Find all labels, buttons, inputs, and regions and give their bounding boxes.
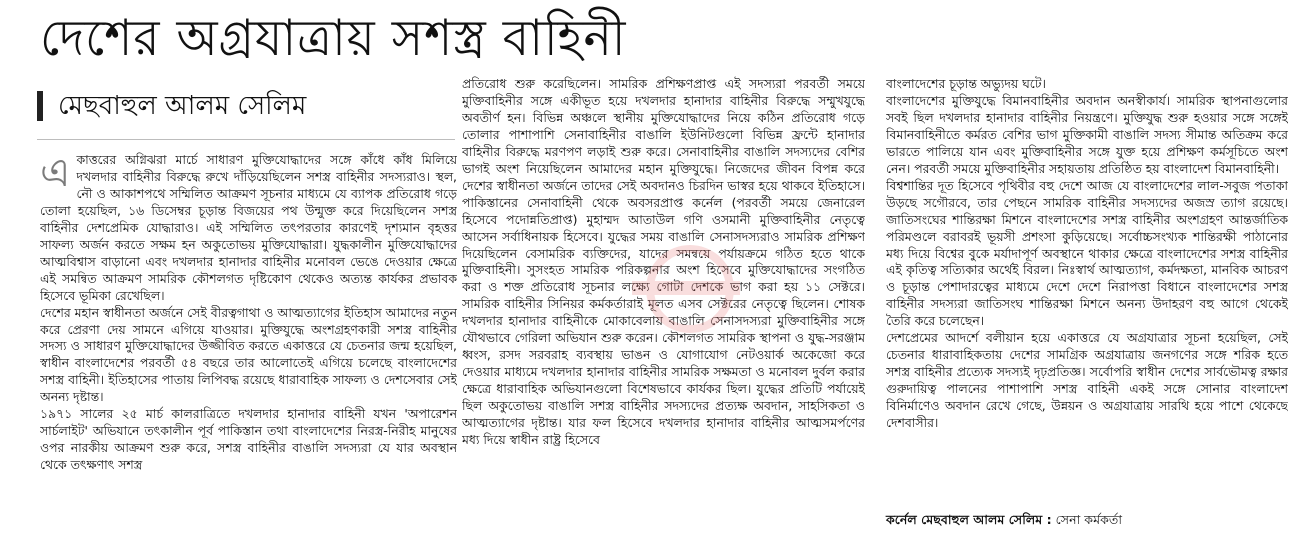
drop-cap: এ — [40, 152, 71, 196]
paragraph — [40, 152, 457, 305]
article-column-1 — [40, 152, 457, 548]
article-column-3 — [886, 76, 1288, 496]
article-byline: মেছবাহুল আলম সেলিম — [58, 91, 307, 121]
paragraph: বাংলাদেশের চূড়ান্ত অভ্যুদয় ঘটে। — [886, 76, 1046, 91]
byline-divider — [37, 139, 455, 140]
paragraph: দেশের মহান স্বাধীনতা অর্জনে সেই বীরত্বগাথা ও আত্মত্যাগের ইতিহাস আমাদের নতুন করে প্রেরণা দেয় সামনে এগিয়ে যাওয়ার। মুক্তিযুদ্ধে অংশগ্রহণকারী সশস্ত্র বাহিনীর সদস্য ও সাধারণ মুক্তিযোদ্ধাদের উজ্জীবিত করতে একাত্তরে যে চেতনার জন্ম হয়েছিল, স্বাধীন বাংলাদেশের পরবর্তী ৫৪ বছরে তার আলোতেই এগিয়ে চলেছে বাংলাদেশের সশস্ত্র বাহিনী। ইতিহাসের পাতায় লিপিবদ্ধ রয়েছে ধারাবাহিক সাফল্য ও দেশসেবার সেই অনন্য দৃষ্টান্ত। — [40, 304, 457, 405]
article-headline: দেশের অগ্রযাত্রায় সশস্ত্র বাহিনী — [40, 9, 627, 67]
paragraph: বাংলাদেশের মুক্তিযুদ্ধে বিমানবাহিনীর অবদান অনস্বীকার্য। সামরিক স্থাপনাগুলোর সবই ছিল দখলদার হানাদার বাহিনীর নিয়ন্ত্রণে। মুক্তিযুদ্ধ শুরু হওয়ার সঙ্গে সঙ্গেই বিমানবাহিনীতে কর্মরত বেশির ভাগ মুক্তিকামী বাঙালি সদস্য সীমান্ত অতিক্রম করে ভারতে পালিয়ে যান এবং মুক্তিবাহিনীর সঙ্গে যুক্ত হয়ে প্রশিক্ষণ কর্মসূচিতে অংশ নেন। পরবর্তী সময়ে মুক্তিবাহিনীর সহায়তায় প্রতিষ্ঠিত হয় বাংলাদেশ বিমানবাহিনী। — [886, 92, 1288, 176]
author-signature — [886, 510, 1288, 530]
signature-name: কর্নেল মেছবাহুল আলম সেলিম : — [886, 512, 1052, 527]
paragraph: প্রতিরোধ শুরু করেছিলেন। সামরিক প্রশিক্ষণপ্রাপ্ত এই সদস্যরা পরবর্তী সময়ে মুক্তিবাহিনীর সঙ্গে একীভূত হয়ে দখলদার হানাদার বাহিনীর বিরুদ্ধে সম্মুখযুদ্ধে অবতীর্ণ হন। বিভিন্ন অঞ্চলে স্থানীয় মুক্তিযোদ্ধাদের নিয়ে কঠিন প্রতিরোধ গড়ে তোলার পাশাপাশি সেনাবাহিনীর বাঙালি ইউনিটগুলো বিভিন্ন ফ্রন্টে হানাদার বাহিনীর বিরুদ্ধে মরণপণ লড়াই শুরু করে। সেনাবাহিনীর বাঙালি সদস্যদের বেশির ভাগই অংশ নিয়েছিলেন আমাদের মহান মুক্তিযুদ্ধে। নিজেদের জীবন বিপন্ন করে দেশের স্বাধীনতা অর্জনে তাদের সেই অবদানও চিরদিন ভাস্বর হয়ে থাকবে ইতিহাসে। পাকিস্তানের সেনাবাহিনী থেকে অবসরপ্রাপ্ত কর্নেল (পরবর্তী সময়ে জেনারেল হিসেবে পদোন্নতিপ্রাপ্ত) মুহাম্মদ আতাউল গণি ওসমানী মুক্তিবাহিনীর নেতৃত্বে আসেন সর্বাধিনায়ক হিসেবে। যুদ্ধের সময় বাঙালি সেনাসদস্যরাও সামরিক প্রশিক্ষণ দিয়েছিলেন বেসামরিক ব্যক্তিদের, যাদের সমন্বয়ে পর্যায়ক্রমে গঠিত হতে থাকে মুক্তিবাহিনী। সুসংহত সামরিক পরিকল্পনার অংশ হিসেবে মুক্তিযোদ্ধাদের সংগঠিত করা ও শক্ত প্রতিরোধ সূচনার লক্ষ্যে গোটা দেশকে ভাগ করা হয় ১১ সেক্টরে। সামরিক বাহিনীর সিনিয়র কর্মকর্তারাই মূলত এসব সেক্টরের নেতৃত্বে ছিলেন। শোষক দখলদার হানাদার বাহিনীকে মোকাবেলায় বাঙালি সেনাসদস্যরা মুক্তিবাহিনীর সঙ্গে যৌথভাবে গেরিলা অভিযান শুরু করেন। কৌশলগত সামরিক স্থাপনা ও যুদ্ধ-সরঞ্জাম ধ্বংস, রসদ সরবরাহ ব্যবস্থায় ভাঙন ও যোগাযোগ নেটওয়ার্ক অকেজো করে দেওয়ার মাধ্যমে দখলদার হানাদার বাহিনীর সামরিক সক্ষমতা ও মনোবল দুর্বল করার ক্ষেত্রে ধারাবাহিক অভিযানগুলো বিশেষভাবে কার্যকর ছিল। যুদ্ধের প্রতিটি পর্যায়েই ছিল অকুতোভয় বাঙালি সশস্ত্র বাহিনীর সদস্যদের প্রত্যক্ষ অবদান, সাহসিকতা ও আত্মত্যাগের দৃষ্টান্ত। যার ফল হিসেবে দখলদার হানাদার বাহিনীর আত্মসমর্পণের মধ্য দিয়ে স্বাধীন রাষ্ট্র হিসেবে — [462, 76, 865, 448]
paragraph: দেশপ্রেমের আদর্শে বলীয়ান হয়ে একাত্তরে যে অগ্রযাত্রার সূচনা হয়েছিল, সেই চেতনার ধারাবাহিকতায় দেশের সামগ্রিক অগ্রযাত্রায় জনগণের সঙ্গে শরিক হতে সশস্ত্র বাহিনীর প্রত্যেক সদস্যই দৃঢ়প্রতিজ্ঞ। সর্বোপরি স্বাধীন দেশের সার্বভৌমত্ব রক্ষার গুরুদায়িত্ব পালনের পাশাপাশি সশস্ত্র বাহিনী একই সঙ্গে সোনার বাংলাদেশ বিনির্মাণেও অবদান রেখে গেছে, উন্নয়ন ও অগ্রযাত্রায় সারথি হয়ে পাশে থেকেছে দেশবাসীর। — [886, 330, 1288, 431]
paragraph: বিশ্বশান্তির দূত হিসেবে পৃথিবীর বহু দেশে আজ যে বাংলাদেশের লাল-সবুজ পতাকা উড়ছে সগৌরবে, তার পেছনে সামরিক বাহিনীর সদস্যদের অজস্র ত্যাগ রয়েছে। জাতিসংঘের শান্তিরক্ষা মিশনে বাংলাদেশের সশস্ত্র বাহিনীর অংশগ্রহণ আন্তর্জাতিক পরিমণ্ডলে বরাবরই ভূয়সী প্রশংসা কুড়িয়েছে। সর্বোচ্চসংখ্যক শান্তিরক্ষী পাঠানোর মধ্য দিয়ে বিশ্বের বুকে মর্যাদাপূর্ণ অবস্থানে থাকার ক্ষেত্রে বাংলাদেশের সশস্ত্র বাহিনীর এই কৃতিত্ব সত্যিকার অর্থেই বিরল। নিঃস্বার্থ আত্মত্যাগ, কর্মদক্ষতা, মানবিক আচরণ ও চূড়ান্ত পেশাদারত্বের মাধ্যমে দেশে দেশে নিরাপত্তা বিধানে বাংলাদেশের সশস্ত্র বাহিনীর সদস্যরা জাতিসংঘ শান্তিরক্ষা মিশনে অনন্য উদাহরণ বহু আগে থেকেই তৈরি করে চলেছেন। — [886, 177, 1288, 329]
article-column-2 — [462, 76, 865, 531]
paragraph-text: কাত্তরের অগ্নিঝরা মার্চে সাধারণ মুক্তিযোদ্ধাদের সঙ্গে কাঁধে কাঁধ মিলিয়ে দখলদার বাহিনীর বিরুদ্ধে রুখে দাঁড়িয়েছিলেন সশস্ত্র বাহিনীর সদস্যরাও। স্থল, নৌ ও আকাশপথে সম্মিলিত আক্রমণ সূচনার মাধ্যমে যে ব্যাপক প্রতিরোধ গড়ে তোলা হয়েছিল, ১৬ ডিসেম্বর চূড়ান্ত বিজয়ের পথ উন্মুক্ত করে দিয়েছিলেন সশস্ত্র বাহিনীর দেশপ্রেমিক যোদ্ধারাও। এই সম্মিলিত তৎপরতার কারণেই দৃশ্যমান বৃহত্তর সাফল্য অর্জন করতে সক্ষম হন অকুতোভয় মুক্তিযোদ্ধারা। যুদ্ধকালীন মুক্তিযোদ্ধাদের আত্মবিশ্বাস বাড়ানো এবং দখলদার হানাদার বাহিনীর মনোবল ভেঙে দেওয়ার ক্ষেত্রে এই সমন্বিত আক্রমণ সামরিক কৌশলগত দৃষ্টিকোণ থেকেও অত্যন্ত কার্যকর প্রভাবক হিসেবে ভূমিকা রেখেছিল। — [40, 152, 457, 303]
byline-marker-icon — [37, 91, 43, 121]
paragraph: ১৯৭১ সালের ২৫ মার্চ কালরাত্রিতে দখলদার হানাদার বাহিনী যখন 'অপারেশন সার্চলাইট' অভিযানে তৎকালীন পূর্ব পাকিস্তান তথা বাংলাদেশের নিরস্ত্র-নিরীহ মানুষের ওপর নারকীয় আক্রমণ শুরু করে, সশস্ত্র বাহিনীর বাঙালি সদস্যরা যে যার অবস্থান থেকে তৎক্ষণাৎ সশস্ত্র — [40, 406, 457, 473]
signature-role: সেনা কর্মকর্তা — [1055, 512, 1122, 527]
